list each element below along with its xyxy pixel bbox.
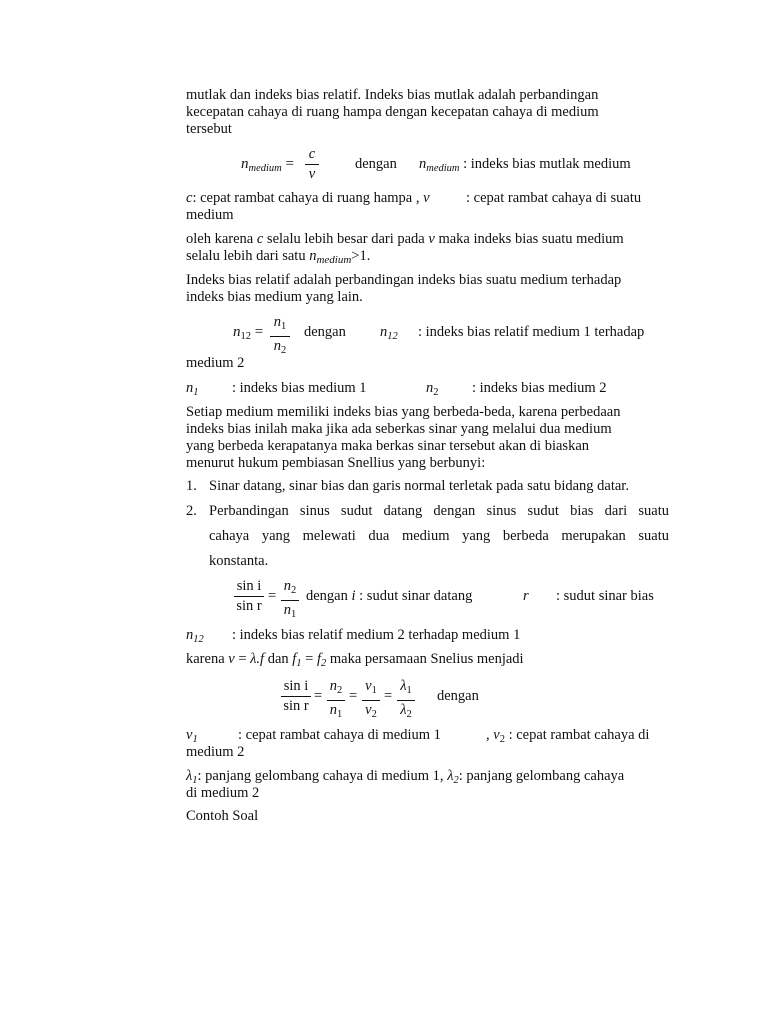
eq3-r-var: r [523,588,529,604]
eq3-denominator-sin-r: sin r [236,598,262,614]
eq4-denominator-n1: $n_1$ [329,702,343,720]
n12-var: $n_{12}$ [186,627,204,645]
eq4-fraction-sin [281,678,311,715]
eq4-equals-3: = [384,688,393,704]
para1-line2: kecepatan cahaya di ruang hampa dengan kecepatan cahaya di medium [186,104,599,120]
list-item2-line2: cahaya yang melewati dua medium yang berbeda merupakan suatu [209,528,669,544]
eq2-def-cont: medium 2 [186,355,245,371]
v2-definition: , $v_2$ : cepat rambat cahaya di [486,727,650,745]
para4-line4: menurut hukum pembiasan Snellius yang berbunyi: [186,455,486,471]
eq1-numerator: c [308,146,316,162]
list-item2-line3: konstanta. [209,553,269,569]
eq3-numerator-n2: $n_2$ [283,578,297,596]
list-item1-number: 1. [186,478,197,494]
n1-var: $n_1$ [186,380,199,398]
para2-line2: selalu lebih dari satu $n_{medium}>1$. [186,248,371,266]
n1-definition: : indeks bias medium 1 [232,380,367,396]
lambda-definitions: $\lambda_1$: panjang gelombang cahaya di medium 1, $\lambda_2$: panjang gelombang cahaya [186,768,625,786]
para3-line2: indeks bias medium yang lain. [186,289,363,305]
eq1-denominator: v [308,166,316,182]
eq3-definition-r: : sudut sinar bias [556,588,654,604]
n2-var: $n_2$ [426,380,439,398]
v-definition: : cepat rambat cahaya di suatu [466,190,642,206]
c-definition: c: cepat rambat cahaya di ruang hampa , v [186,190,430,206]
eq4-fraction-n [327,678,345,723]
para3-line1: Indeks bias relatif adalah perbandingan indeks bias suatu medium terhadap [186,272,622,288]
eq4-numerator-sin-i: sin i [283,678,309,694]
eq1-lhs: $n_{medium}$ = [241,156,294,174]
eq3-equals: = [268,588,277,604]
eq4-denominator-lambda2: $\lambda_2$ [400,702,412,720]
para1-line3: tersebut [186,121,232,137]
list-item2-line1: Perbandingan sinus sudut datang dengan sinus sudut bias dari suatu [209,503,669,519]
v1-var: $v_1$ [186,727,198,745]
eq2-numerator: $n_1$ [273,314,287,332]
eq2-fraction [270,314,290,359]
eq2-dengan: dengan [304,324,346,340]
para4-line3: yang berbeda kerapatanya maka berkas sinar tersebut akan di biaskan [186,438,590,454]
eq4-numerator-v1: $v_1$ [365,678,377,696]
eq4-numerator-n2: $n_2$ [329,678,343,696]
n2-definition: : indeks bias medium 2 [472,380,607,396]
eq4-denominator-v2: $v_2$ [365,702,377,720]
eq3-definition-i: dengan i : sudut sinar datang [306,588,473,604]
eq1-fraction [305,146,319,183]
lambda-definition-cont: di medium 2 [186,785,260,801]
para1-line1: mutlak dan indeks bias relatif. Indeks bias mutlak adalah perbandingan [186,87,599,103]
eq3-fraction-n [281,578,299,623]
eq4-dengan: dengan [437,688,479,704]
list-item2-number: 2. [186,503,197,519]
eq2-lhs: $n_{12}$ = [233,324,264,342]
eq2-denominator: $n_2$ [273,338,287,356]
eq4-numerator-lambda1: $\lambda_1$ [400,678,412,696]
v1-definition: : cepat rambat cahaya di medium 1 [238,727,441,743]
eq3-fraction-sin [234,578,264,615]
eq4-denominator-sin-r: sin r [283,698,309,714]
para4-line2: indeks bias inilah maka jika ada seberkas sinar yang melalui dua medium [186,421,612,437]
eq3-numerator-sin-i: sin i [236,578,262,594]
eq1-dengan: dengan [355,156,397,172]
c-definition-cont: medium [186,207,234,223]
eq4-equals-1: = [314,688,323,704]
n12-definition: : indeks bias relatif medium 2 terhadap medium 1 [232,627,521,643]
para2-line1: oleh karena c selalu lebih besar dari pada v maka indeks bias suatu medium [186,231,624,247]
eq3-denominator-n1: $n_1$ [283,602,297,620]
eq4-fraction-v [362,678,380,723]
list-item1-text: Sinar datang, sinar bias dan garis normal terletak pada satu bidang datar. [209,478,629,494]
eq4-fraction-lambda [397,678,415,723]
eq4-equals-2: = [349,688,358,704]
eq2-def-text: : indeks bias relatif medium 1 terhadap [418,324,645,340]
eq2-def-var: $n_{12}$ [380,324,398,342]
karena-line: karena v = λ.f dan $f_1 = f_2$ maka persamaan Snelius menjadi [186,651,524,669]
para4-line1: Setiap medium memiliki indeks bias yang berbeda-beda, karena perbedaan [186,404,621,420]
eq1-definition: $n_{medium}$ : indeks bias mutlak medium [419,156,631,174]
v-definition-cont: medium 2 [186,744,245,760]
section-heading-contoh-soal: Contoh Soal [186,808,259,824]
